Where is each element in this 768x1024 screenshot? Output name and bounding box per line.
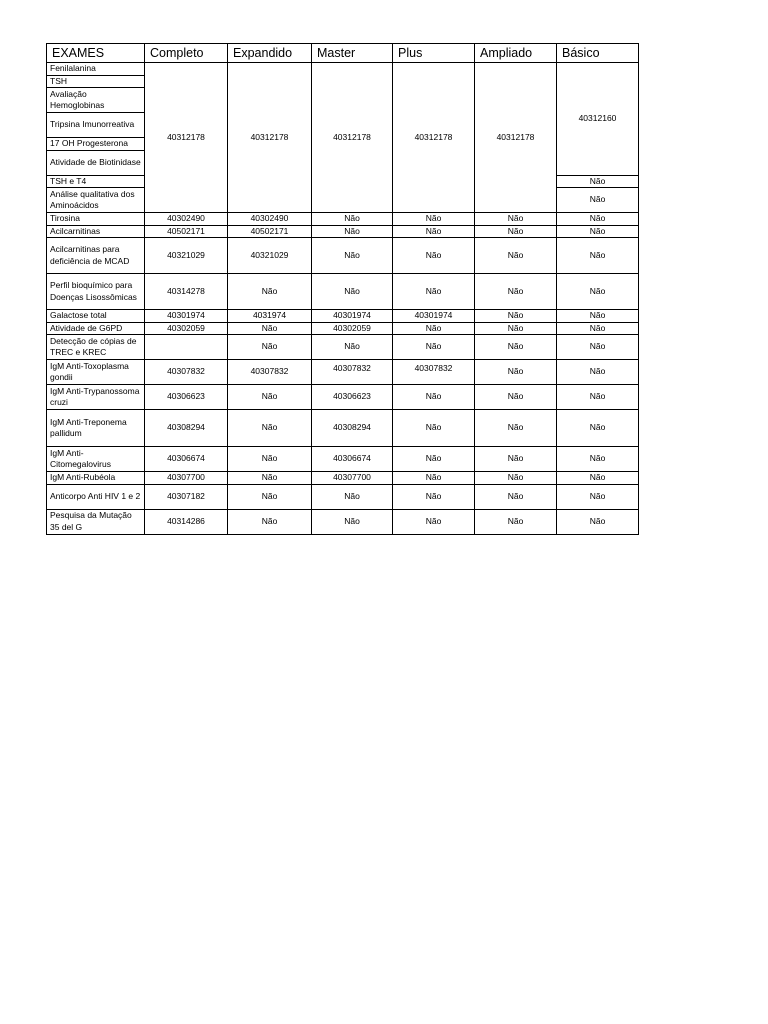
cell-basico: Não [557,360,639,385]
table-row [47,484,639,509]
cell-plus: Não [393,274,475,310]
table-row [47,274,639,310]
header-row [47,44,639,63]
cell-basico: Não [557,509,639,534]
group-plus: 40312178 [393,63,475,213]
cell-completo: 40307832 [145,360,228,385]
cell-ampliado: Não [475,385,557,410]
exam-name: 17 OH Progesterona [47,138,145,151]
cell-master: Não [312,509,393,534]
cell-master: 40301974 [312,310,393,323]
cell-plus: Não [393,335,475,360]
cell-basico: Não [557,225,639,238]
exam-name: Análise qualitativa dos Aminoácidos [47,188,145,213]
exam-name: Detecção de cópias de TREC e KREC [47,335,145,360]
cell-plus: 40307832 [393,360,475,385]
table-row [47,472,639,485]
cell-master: Não [312,335,393,360]
cell-expandido: Não [228,509,312,534]
basico-tsh-t4: Não [557,175,639,188]
cell-basico: Não [557,274,639,310]
exam-name: IgM Anti-Citomegalovirus [47,447,145,472]
cell-completo: 40306623 [145,385,228,410]
cell-basico: Não [557,385,639,410]
cell-expandido: 4031974 [228,310,312,323]
header-ampliado: Ampliado [475,44,557,63]
table-row [47,225,639,238]
cell-master: Não [312,225,393,238]
exam-name: Atividade de G6PD [47,322,145,335]
exam-name: IgM Anti-Toxoplasma gondii [47,360,145,385]
cell-master: 40308294 [312,410,393,447]
cell-master: Não [312,484,393,509]
cell-completo: 40314286 [145,509,228,534]
header-basico: Básico [557,44,639,63]
cell-master: 40307832 [312,360,393,385]
table-row [47,509,639,534]
cell-ampliado: Não [475,509,557,534]
cell-expandido: 40321029 [228,238,312,274]
cell-completo: 40502171 [145,225,228,238]
exam-name: Galactose total [47,310,145,323]
cell-completo: 40307700 [145,472,228,485]
cell-ampliado: Não [475,225,557,238]
table-row [47,447,639,472]
exam-name: Avaliação Hemoglobinas [47,88,145,113]
group-ampliado: 40312178 [475,63,557,213]
cell-expandido: Não [228,484,312,509]
table-row [47,410,639,447]
cell-completo: 40302490 [145,213,228,226]
cell-ampliado: Não [475,322,557,335]
table-row [47,360,639,385]
cell-expandido: Não [228,322,312,335]
cell-expandido: 40302490 [228,213,312,226]
cell-expandido: Não [228,274,312,310]
table-row [47,310,639,323]
header-expandido: Expandido [228,44,312,63]
cell-plus: Não [393,385,475,410]
cell-basico: Não [557,410,639,447]
table-row [47,385,639,410]
cell-expandido: Não [228,385,312,410]
cell-master: Não [312,213,393,226]
cell-master: 40302059 [312,322,393,335]
cell-plus: Não [393,447,475,472]
cell-basico: Não [557,447,639,472]
cell-basico: Não [557,335,639,360]
cell-completo: 40306674 [145,447,228,472]
cell-plus: Não [393,322,475,335]
group-completo: 40312178 [145,63,228,213]
group-master: 40312178 [312,63,393,213]
table-row [47,213,639,226]
cell-completo: 40307182 [145,484,228,509]
cell-ampliado: Não [475,410,557,447]
exam-name: Perfil bioquímico para Doenças Lisossômicas [47,274,145,310]
exam-name: Pesquisa da Mutação 35 del G [47,509,145,534]
exam-name: IgM Anti-Trypanossoma cruzi [47,385,145,410]
cell-plus: Não [393,213,475,226]
cell-expandido: Não [228,410,312,447]
header-master: Master [312,44,393,63]
exam-name: IgM Anti-Rubéola [47,472,145,485]
exam-name: Atividade de Biotinidase [47,150,145,175]
cell-master: 40306623 [312,385,393,410]
cell-basico: Não [557,322,639,335]
cell-plus: Não [393,472,475,485]
cell-basico: Não [557,310,639,323]
exams-table [46,43,639,535]
cell-basico: Não [557,472,639,485]
cell-master: Não [312,274,393,310]
cell-ampliado: Não [475,274,557,310]
exam-name: Fenilalanina [47,63,145,76]
cell-plus: Não [393,238,475,274]
group-basico: 40312160 [557,63,639,176]
basico-aminoacidos: Não [557,188,639,213]
cell-plus: Não [393,225,475,238]
header-exames: EXAMES [47,44,145,63]
group-expandido: 40312178 [228,63,312,213]
exam-name: Acilcarnitinas para deficiência de MCAD [47,238,145,274]
cell-ampliado: Não [475,447,557,472]
cell-plus: Não [393,410,475,447]
table-row [47,322,639,335]
cell-expandido: Não [228,335,312,360]
table-row [47,238,639,274]
cell-expandido: 40502171 [228,225,312,238]
cell-completo: 40314278 [145,274,228,310]
cell-plus: 40301974 [393,310,475,323]
cell-ampliado: Não [475,213,557,226]
cell-ampliado: Não [475,238,557,274]
cell-completo: 40301974 [145,310,228,323]
exam-name: Acilcarnitinas [47,225,145,238]
cell-ampliado: Não [475,335,557,360]
cell-completo: 40321029 [145,238,228,274]
table-row [47,63,639,76]
cell-expandido: 40307832 [228,360,312,385]
exam-name: Tirosina [47,213,145,226]
cell-master: 40306674 [312,447,393,472]
exam-name: Tripsina Imunorreativa [47,113,145,138]
cell-basico: Não [557,213,639,226]
cell-ampliado: Não [475,484,557,509]
cell-basico: Não [557,484,639,509]
cell-completo: 40308294 [145,410,228,447]
cell-completo [145,335,228,360]
cell-completo: 40302059 [145,322,228,335]
cell-master: 40307700 [312,472,393,485]
cell-plus: Não [393,484,475,509]
cell-expandido: Não [228,447,312,472]
cell-master: Não [312,238,393,274]
header-completo: Completo [145,44,228,63]
header-plus: Plus [393,44,475,63]
cell-basico: Não [557,238,639,274]
exam-name: IgM Anti-Treponema pallidum [47,410,145,447]
cell-ampliado: Não [475,310,557,323]
exam-name: Anticorpo Anti HIV 1 e 2 [47,484,145,509]
exam-name: TSH e T4 [47,175,145,188]
cell-ampliado: Não [475,360,557,385]
cell-expandido: Não [228,472,312,485]
cell-ampliado: Não [475,472,557,485]
exam-name: TSH [47,75,145,88]
table-row [47,335,639,360]
cell-plus: Não [393,509,475,534]
